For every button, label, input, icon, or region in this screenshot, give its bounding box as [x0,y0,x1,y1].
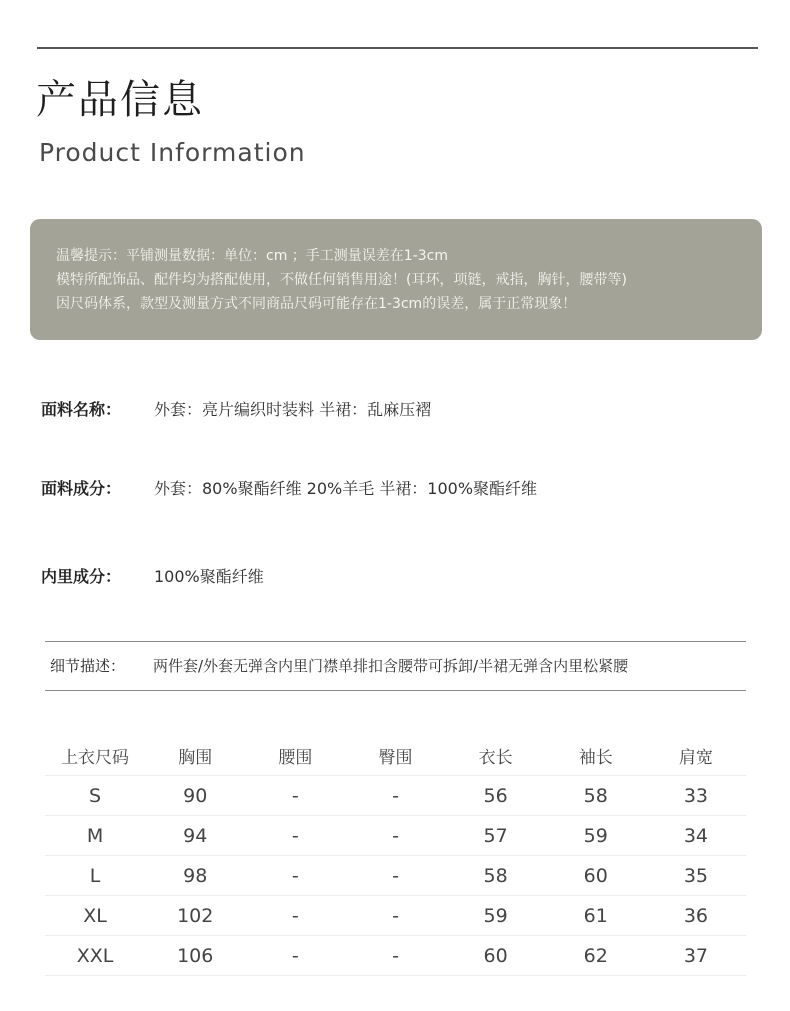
table-cell: - [245,896,345,936]
table-row [45,896,746,936]
size-table-header-row [45,736,746,776]
table-cell: 35 [646,856,746,896]
detail-value: 两件套/外套无弹含内里门襟单排扣含腰带可拆卸/半裙无弹含内里松紧腰 [153,657,629,675]
table-cell: - [245,816,345,856]
spec-row-fabric-name [41,398,431,422]
page-subtitle: Product Information [39,138,306,167]
table-cell: 33 [646,776,746,816]
spec-label: 面料名称： [41,400,122,419]
table-cell: 36 [646,896,746,936]
table-cell: - [345,816,445,856]
column-header-shoulder: 肩宽 [646,736,746,776]
table-cell: 34 [646,816,746,856]
table-cell: - [345,936,445,976]
table-cell: S [45,776,145,816]
table-cell: 60 [546,856,646,896]
table-cell: 106 [145,936,245,976]
table-cell: 61 [546,896,646,936]
table-cell: XL [45,896,145,936]
notice-line: 因尺码体系，款型及测量方式不同商品尺码可能存在1-3cm的误差，属于正常现象！ [56,296,577,312]
size-table [45,736,746,976]
spec-value: 外套：亮片编织时装料 半裙：乱麻压褶 [154,400,432,419]
table-cell: M [45,816,145,856]
table-cell: 58 [546,776,646,816]
table-cell: - [245,936,345,976]
notice-line: 温馨提示：平铺测量数据：单位：cm ；手工测量误差在1-3cm [56,248,448,264]
table-row [45,936,746,976]
table-cell: - [245,856,345,896]
column-header-bust: 胸围 [145,736,245,776]
spec-label: 面料成分： [41,479,122,498]
column-header-hip: 臀围 [345,736,445,776]
table-row [45,776,746,816]
table-cell: - [345,896,445,936]
table-cell: 37 [646,936,746,976]
table-cell: 56 [446,776,546,816]
spec-row-fabric-composition [41,477,537,501]
table-cell: L [45,856,145,896]
table-cell: - [345,856,445,896]
column-header-size: 上衣尺码 [45,736,145,776]
spec-row-lining-composition [41,565,264,589]
table-cell: 58 [446,856,546,896]
table-cell: XXL [45,936,145,976]
column-header-waist: 腰围 [245,736,345,776]
detail-label: 细节描述： [50,657,126,675]
table-cell: 98 [145,856,245,896]
spec-value: 100%聚酯纤维 [154,567,264,586]
page-title: 产品信息 [36,77,204,123]
table-row [45,816,746,856]
top-divider [37,47,758,49]
table-cell: - [345,776,445,816]
table-cell: 102 [145,896,245,936]
table-cell: - [245,776,345,816]
table-cell: 57 [446,816,546,856]
detail-bottom-divider [45,690,746,691]
notice-banner [30,219,762,340]
column-header-sleeve: 袖长 [546,736,646,776]
table-cell: 90 [145,776,245,816]
column-header-length: 衣长 [446,736,546,776]
table-cell: 59 [446,896,546,936]
table-cell: 60 [446,936,546,976]
notice-line: 模特所配饰品、配件均为搭配使用，不做任何销售用途！(耳环，项链，戒指，胸针，腰带等) [56,272,627,288]
table-cell: 62 [546,936,646,976]
detail-row [50,654,628,678]
detail-top-divider [45,641,746,642]
table-row [45,856,746,896]
table-cell: 59 [546,816,646,856]
spec-value: 外套：80%聚酯纤维 20%羊毛 半裙：100%聚酯纤维 [154,479,538,498]
table-cell: 94 [145,816,245,856]
spec-label: 内里成分： [41,567,122,586]
